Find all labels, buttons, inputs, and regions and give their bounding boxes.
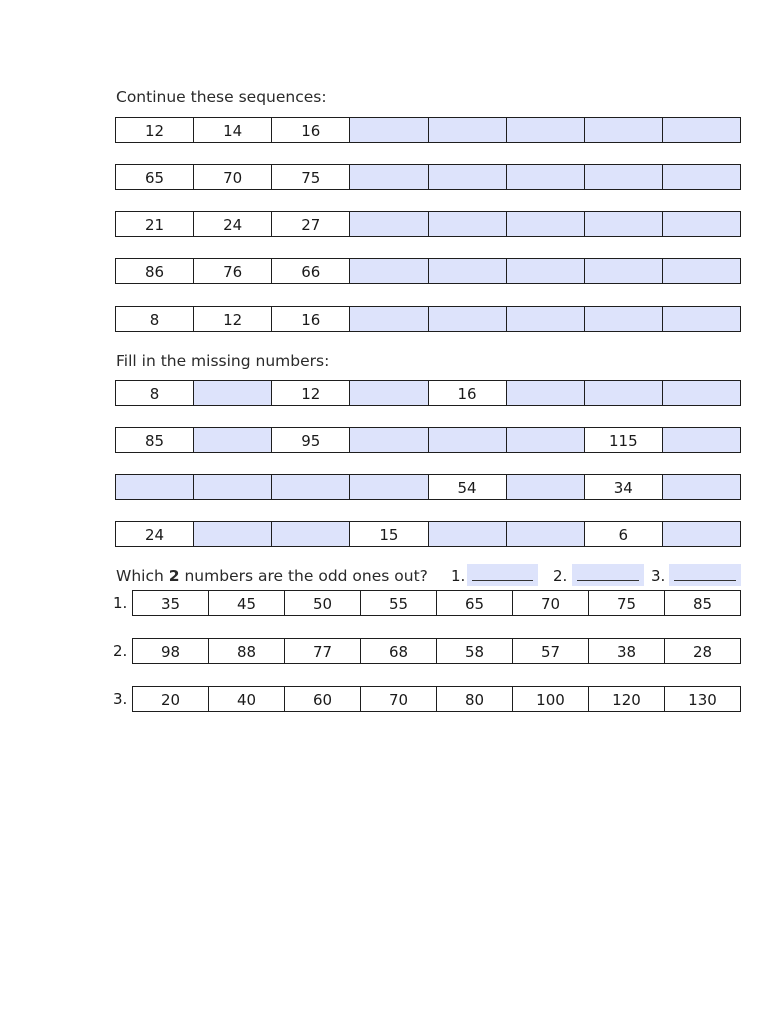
answer-cell[interactable]: [663, 259, 740, 283]
missing-row-2: [115, 427, 741, 453]
missing-numbers-heading: Fill in the missing numbers:: [116, 352, 330, 370]
number-cell: 58: [437, 639, 513, 663]
odd-ones-out-question: [116, 565, 428, 587]
number-cell: 12: [194, 307, 272, 331]
number-cell: 55: [361, 591, 437, 615]
odd-row-1: [132, 590, 741, 616]
number-cell: 35: [133, 591, 209, 615]
number-cell: 60: [285, 687, 361, 711]
number-cell: 16: [272, 118, 350, 142]
answer-cell[interactable]: [663, 118, 740, 142]
number-cell: 80: [437, 687, 513, 711]
answer-cell[interactable]: [585, 165, 663, 189]
answer-1-field[interactable]: [467, 564, 538, 586]
number-cell: 54: [429, 475, 507, 499]
number-cell: 15: [350, 522, 428, 546]
question-suffix: numbers are the odd ones out?: [184, 567, 428, 585]
answer-cell[interactable]: [350, 118, 428, 142]
missing-row-1: [115, 380, 741, 406]
answer-cell[interactable]: [350, 381, 428, 405]
number-cell: 86: [116, 259, 194, 283]
answer-cell[interactable]: [429, 307, 507, 331]
answer-2-field[interactable]: [572, 564, 644, 586]
number-cell: 130: [688, 691, 717, 709]
odd-row-label-2: 2.: [113, 642, 128, 660]
number-cell: 27: [272, 212, 350, 236]
number-cell: 16: [272, 307, 350, 331]
answer-cell[interactable]: [507, 165, 585, 189]
answer-1-label: 1.: [451, 567, 466, 585]
answer-cell[interactable]: [350, 307, 428, 331]
number-cell: 6: [585, 522, 663, 546]
question-bold-number: 2: [168, 567, 180, 585]
answer-cell[interactable]: [585, 212, 663, 236]
number-cell: 34: [585, 475, 663, 499]
number-cell: 75: [589, 591, 665, 615]
continue-sequences-heading: Continue these sequences:: [116, 88, 327, 106]
number-cell: 70: [194, 165, 272, 189]
answer-cell[interactable]: [194, 381, 272, 405]
answer-cell[interactable]: [272, 522, 350, 546]
number-cell: 28: [692, 643, 713, 661]
answer-3-field[interactable]: [669, 564, 741, 586]
answer-cell[interactable]: [507, 118, 585, 142]
number-cell: 38: [589, 639, 665, 663]
answer-cell[interactable]: [663, 165, 740, 189]
answer-cell[interactable]: [585, 307, 663, 331]
answer-cell[interactable]: [429, 522, 507, 546]
number-cell: 85: [692, 595, 713, 613]
number-cell: 14: [194, 118, 272, 142]
sequence-row-2: [115, 164, 741, 190]
number-cell: 65: [116, 165, 194, 189]
number-cell: 100: [513, 687, 589, 711]
answer-cell[interactable]: [663, 381, 740, 405]
number-cell: 50: [285, 591, 361, 615]
number-cell: 45: [209, 591, 285, 615]
number-cell: 65: [437, 591, 513, 615]
number-cell: 16: [429, 381, 507, 405]
answer-cell[interactable]: [507, 259, 585, 283]
answer-cell[interactable]: [663, 428, 740, 452]
number-cell: 24: [194, 212, 272, 236]
answer-cell[interactable]: [507, 381, 585, 405]
number-cell: 12: [116, 118, 194, 142]
answer-cell[interactable]: [585, 259, 663, 283]
number-cell: 88: [209, 639, 285, 663]
answer-3-label: 3.: [651, 567, 666, 585]
answer-cell[interactable]: [585, 381, 663, 405]
number-cell: 68: [361, 639, 437, 663]
answer-cell[interactable]: [272, 475, 350, 499]
answer-cell[interactable]: [429, 118, 507, 142]
answer-cell[interactable]: [663, 522, 740, 546]
number-cell: 77: [285, 639, 361, 663]
number-cell: 98: [133, 639, 209, 663]
answer-cell[interactable]: [507, 428, 585, 452]
number-cell: 24: [116, 522, 194, 546]
number-cell: 66: [272, 259, 350, 283]
answer-cell[interactable]: [429, 212, 507, 236]
answer-cell[interactable]: [507, 307, 585, 331]
number-cell: 95: [272, 428, 350, 452]
number-cell: 70: [361, 687, 437, 711]
missing-row-3: [115, 474, 741, 500]
answer-cell[interactable]: [507, 522, 585, 546]
answer-cell[interactable]: [350, 259, 428, 283]
number-cell: 120: [589, 687, 665, 711]
sequence-row-4: [115, 258, 741, 284]
number-cell: 57: [513, 639, 589, 663]
number-cell: 115: [585, 428, 663, 452]
answer-cell[interactable]: [663, 475, 740, 499]
answer-cell[interactable]: [429, 428, 507, 452]
answer-cell[interactable]: [350, 428, 428, 452]
answer-cell[interactable]: [194, 475, 272, 499]
answer-cell[interactable]: [663, 307, 740, 331]
odd-row-3: [132, 686, 741, 712]
answer-cell[interactable]: [350, 212, 428, 236]
missing-row-4: [115, 521, 741, 547]
answer-cell[interactable]: [350, 475, 428, 499]
number-cell: 76: [194, 259, 272, 283]
answer-2-label: 2.: [553, 567, 568, 585]
number-cell: 12: [272, 381, 350, 405]
answer-cell[interactable]: [507, 475, 585, 499]
number-cell: 85: [116, 428, 194, 452]
answer-cell[interactable]: [350, 165, 428, 189]
sequence-row-3: [115, 211, 741, 237]
number-cell: 70: [513, 591, 589, 615]
answer-cell[interactable]: [194, 428, 272, 452]
answer-cell[interactable]: [507, 212, 585, 236]
odd-row-label-1: 1.: [113, 594, 128, 612]
odd-row-2: [132, 638, 741, 664]
question-prefix: Which: [116, 567, 164, 585]
sequence-row-5: [115, 306, 741, 332]
answer-cell[interactable]: [194, 522, 272, 546]
answer-cell[interactable]: [116, 475, 194, 499]
number-cell: 20: [133, 687, 209, 711]
number-cell: 8: [116, 381, 194, 405]
number-cell: 21: [116, 212, 194, 236]
answer-cell[interactable]: [429, 165, 507, 189]
number-cell: 40: [209, 687, 285, 711]
sequence-row-1: [115, 117, 741, 143]
answer-cell[interactable]: [429, 259, 507, 283]
number-cell: 75: [272, 165, 350, 189]
number-cell: 8: [116, 307, 194, 331]
answer-cell[interactable]: [585, 118, 663, 142]
answer-cell[interactable]: [663, 212, 740, 236]
odd-row-label-3: 3.: [113, 690, 128, 708]
